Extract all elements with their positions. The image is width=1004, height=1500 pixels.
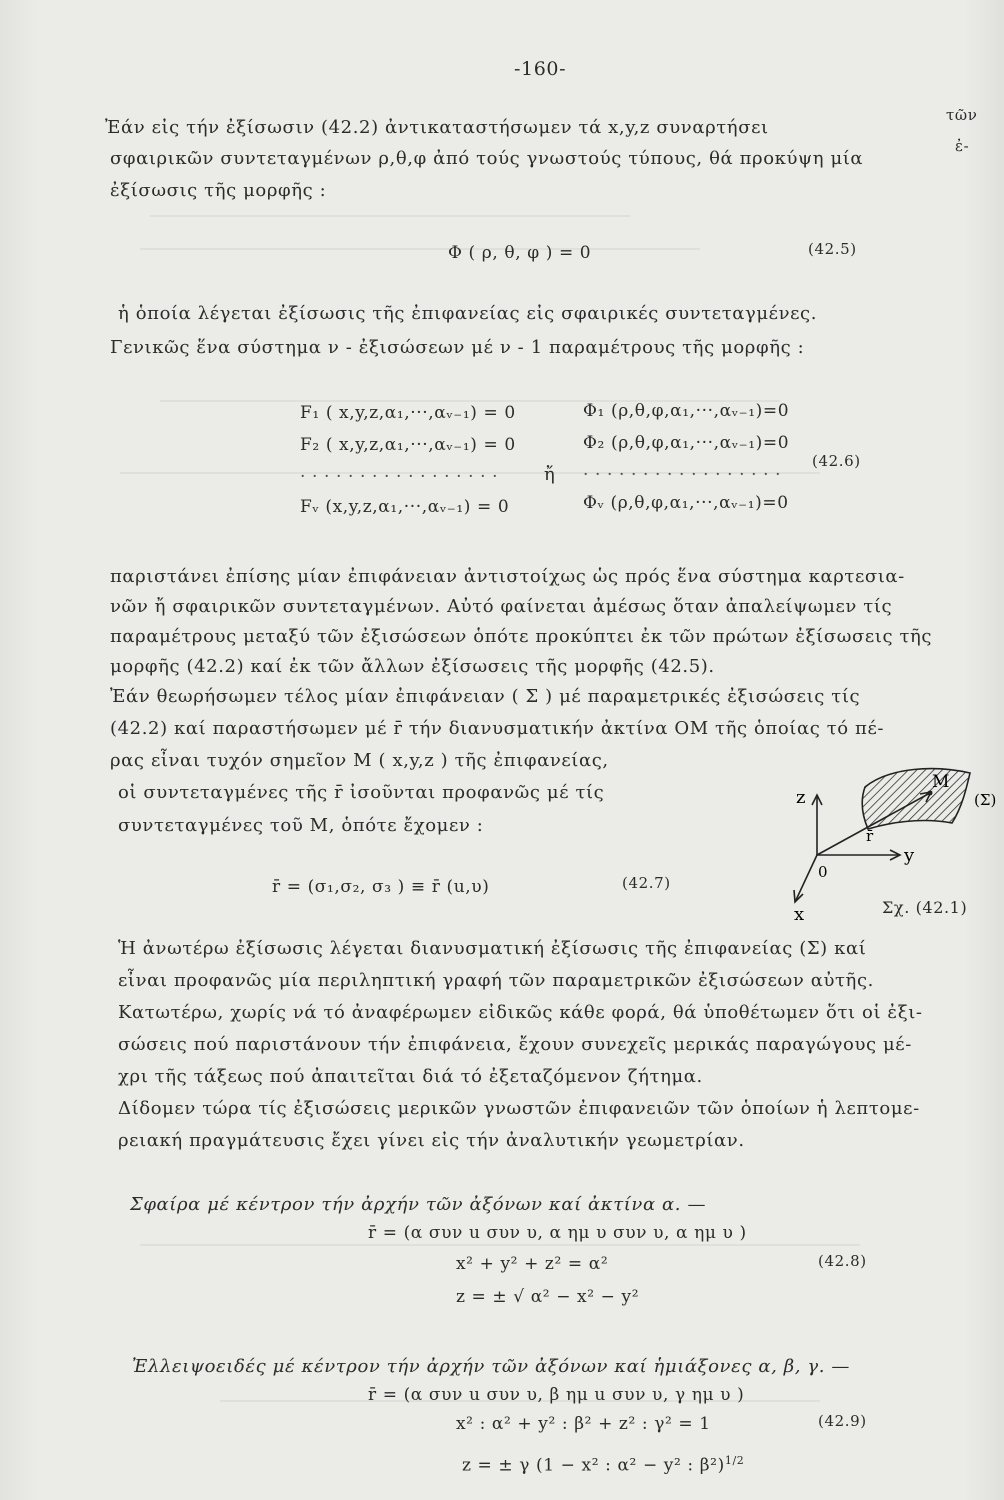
ellipsoid-vector-equation: r̄ = (α συν u συν υ, β ημ u συν υ, γ ημ υ ) [368,1385,745,1405]
equation-tag: (42.9) [818,1412,867,1430]
ellipsoid-explicit-equation [462,1450,744,1477]
text-line: Κατωτέρω, χωρίς νά τό ἀναφέρωμεν εἰδικῶς κάθε φορά, θά ὑποθέτωμεν ὅτι οἱ ἐξι- [118,1002,923,1023]
equation-tag: (42.6) [812,452,861,470]
system-left-row: F₂ ( x,y,z,α₁,···,αᵥ₋₁) = 0 [300,435,516,455]
text-line: ρας εἶναι τυχόν σημεῖον M ( x,y,z ) τῆς ἐπιφανείας, [110,750,609,771]
system-right-row: Φ₂ (ρ,θ,φ,α₁,···,αᵥ₋₁)=0 [583,433,790,453]
surface-label: (Σ) [974,791,997,809]
equation-tag: (42.8) [818,1252,867,1270]
ellipsoid-exponent: 1/2 [724,1454,745,1467]
ellipsoid-cartesian-equation: x² : α² + y² : β² + z² : γ² = 1 [456,1414,711,1434]
bleed-through [140,248,700,250]
text-line: εἶναι προφανῶς μία περιληπτική γραφή τῶν παραμετρικῶν ἐξισώσεων αὐτῆς. [118,970,874,991]
text-line: ἐξίσωσις τῆς μορφῆς : [110,180,327,201]
system-left-row: · · · · · · · · · · · · · · · · · [300,467,499,487]
x-axis [796,855,817,900]
text-line: Ἐάν εἰς τήν ἐξίσωσιν (42.2) ἀντικαταστήσωμεν τά x,y,z συναρτήσει [105,117,769,138]
text-line: Δίδομεν τώρα τίς ἐξισώσεις μερικῶν γνωστῶν ἐπιφανειῶν τῶν ὁποίων ἡ λεπτομε- [118,1098,920,1119]
equation-tag: (42.7) [622,874,671,892]
bleed-through [150,215,630,217]
or-word: ἤ [544,464,556,485]
text-line: παριστάνει ἐπίσης μίαν ἐπιφάνειαν ἀντιστοίχως ὡς πρός ἕνα σύστημα καρτεσια- [110,566,905,587]
ellipsoid-heading: Ἐλλειψοειδές μέ κέντρον τήν ἀρχήν τῶν ἀξόνων καί ἡμιάξονες α, β, γ. — [132,1356,851,1377]
sphere-cartesian-equation: x² + y² + z² = α² [456,1254,609,1274]
text-line: σώσεις πού παριστάνουν τήν ἐπιφάνεια, ἔχουν συνεχεῖς μερικάς παραγώγους μέ- [118,1034,912,1055]
bleed-through [140,1244,860,1246]
text-line: μορφῆς (42.2) καί ἐκ τῶν ἄλλων ἐξίσωσεις τῆς μορφῆς (42.5). [110,656,715,677]
axis-label-z: z [796,787,806,808]
system-right-row: · · · · · · · · · · · · · · · · · [583,465,782,485]
text-line: Ἐάν θεωρήσωμεν τέλος μίαν ἐπιφάνειαν ( Σ ) μέ παραμετρικές ἐξισώσεις τίς [110,686,861,707]
ellipsoid-explicit-body: z = ± γ (1 − x² : α² − y² : β²) [462,1455,725,1476]
axis-label-x: x [794,904,805,925]
text-line: Γενικῶς ἕνα σύστημα ν - ἐξισώσεων μέ ν - 1 παραμέτρους τῆς μορφῆς : [110,337,805,358]
system-left-row: F₁ ( x,y,z,α₁,···,αᵥ₋₁) = 0 [300,403,516,423]
axis-label-y: y [904,845,915,866]
text-line: ἡ ὁποία λέγεται ἐξίσωσις τῆς ἐπιφανείας εἰς σφαιρικές συντεταγμένες. [118,303,818,324]
text-line: οἱ συντεταγμένες τῆς r̄ ἰσοῦνται προφανῶς μέ τίς [118,782,605,803]
text-line: ρειακή πραγμάτευσις ἔχει γίνει εἰς τήν ἀναλυτικήν γεωμετρίαν. [118,1130,745,1151]
equation-tag: (42.5) [808,240,857,258]
sphere-vector-equation: r̄ = (α συν u συν υ, α ημ υ συν υ, α ημ υ ) [368,1223,747,1243]
text-line: χρι τῆς τάξεως πού ἀπαιτεῖται διά τό ἐξεταζόμενον ζήτημα. [118,1066,703,1087]
origin-label: 0 [818,863,828,881]
text-line: Ἡ ἀνωτέρω ἐξίσωσις λέγεται διανυσματική ἐξίσωσις τῆς ἐπιφανείας (Σ) καί [118,938,867,959]
sphere-explicit-equation: z = ± √ α² − x² − y² [456,1287,640,1307]
text-line: σφαιρικῶν συντεταγμένων ρ,θ,φ ἀπό τούς γνωστούς τύπους, θά προκύψη μία [110,148,864,169]
text-line: (42.2) καί παραστήσωμεν μέ r̄ τήν διανυσματικήν ἀκτίνα OM τῆς ὁποίας τό πέ- [110,718,885,739]
surface-patch [862,769,970,829]
margin-continuation: ἐ- [955,137,970,155]
system-left-row: Fᵥ (x,y,z,α₁,···,αᵥ₋₁) = 0 [300,497,510,517]
equation-42-5: Φ ( ρ, θ, φ ) = 0 [448,243,592,263]
point-label: M [932,772,950,792]
text-line: συντεταγμένες τοῦ M, ὁπότε ἔχομεν : [118,815,484,836]
margin-continuation: τῶν [946,106,978,124]
text-line: παραμέτρους μεταξύ τῶν ἐξισώσεων ὁπότε προκύπτει ἐκ τῶν πρώτων ἐξίσωσεις τῆς [110,626,933,647]
figure-caption: Σχ. (42.1) [882,898,968,917]
text-line: νῶν ἤ σφαιρικῶν συντεταγμένων. Αὐτό φαίνεται ἀμέσως ὅταν ἀπαλείψωμεν τίς [110,596,893,617]
system-right-row: Φᵥ (ρ,θ,φ,α₁,···,αᵥ₋₁)=0 [583,493,789,513]
equation-42-7: r̄ = (σ₁,σ₂, σ₃ ) ≡ r̄ (u,υ) [272,877,490,897]
page-number: -160- [514,58,567,80]
vector-label: r̄ [866,827,874,845]
sphere-heading: Σφαίρα μέ κέντρον τήν ἀρχήν τῶν ἀξόνων καί ἀκτίνα α. — [130,1194,707,1215]
system-right-row: Φ₁ (ρ,θ,φ,α₁,···,αᵥ₋₁)=0 [583,401,790,421]
